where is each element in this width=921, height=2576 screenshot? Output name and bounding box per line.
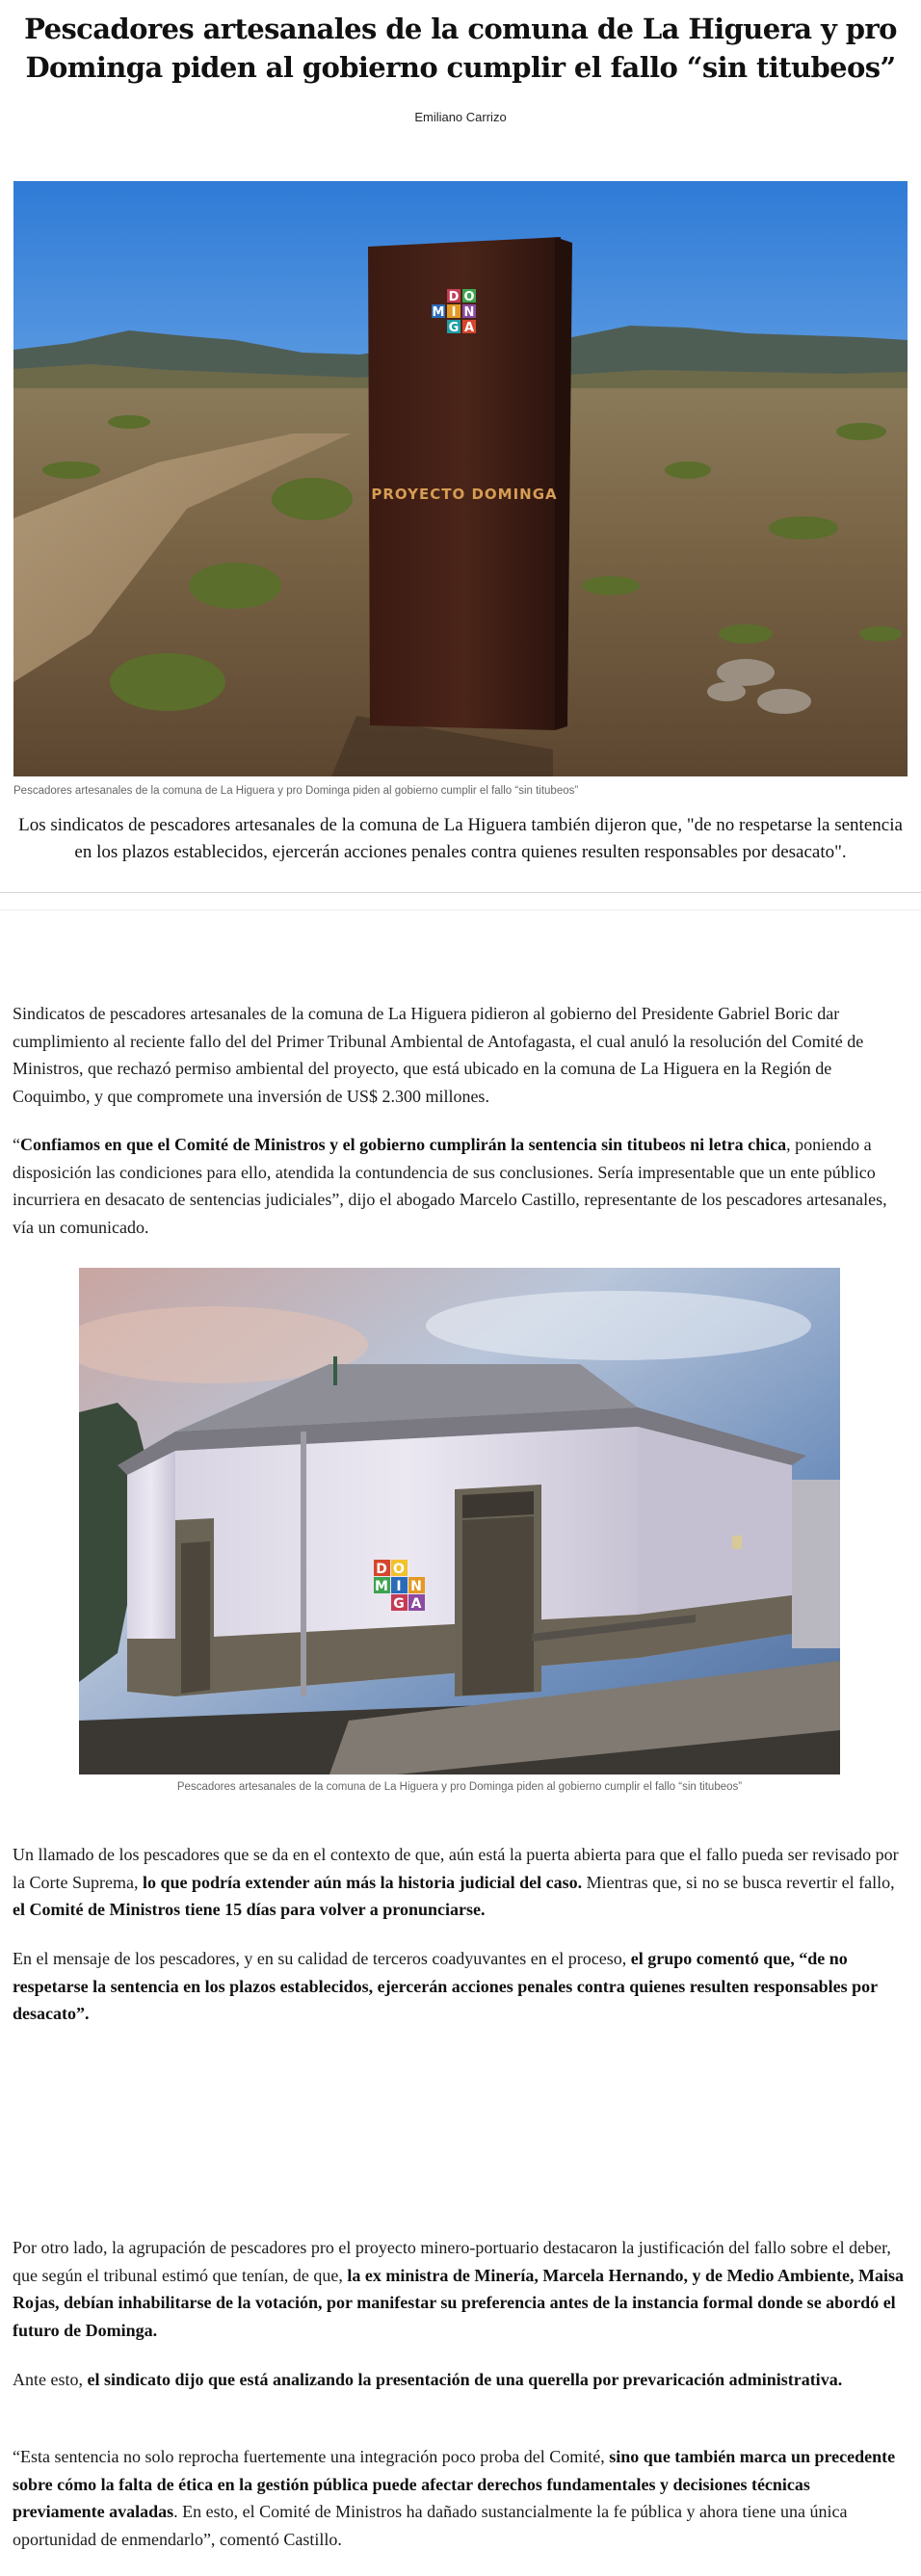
figure-letter: N	[410, 1579, 422, 1594]
para-bold: el grupo comentó que, “de no respetarse la sentencia en los plazos establecidos, ejercerán acciones penales contra quienes resulten responsables por desacato”.	[13, 1949, 878, 2024]
para-bold: el sindicato dijo que está analizando la presentación de una querella por prevaricación administrativa.	[87, 2370, 843, 2389]
para-text: “Esta sentencia no solo reprocha fuertemente una integración poco proba del Comité,	[13, 2447, 610, 2466]
hero-letter: D	[448, 290, 460, 304]
hero-letter: I	[451, 305, 457, 320]
figure-letter: D	[376, 1562, 387, 1577]
para-text: , poniendo a disposición las condiciones para ello, atendida la contundencia de sus conclusiones. Sería impresentable que un ente público incurriera en desacato de sentencias judiciales”, dijo el abogado Marcelo Castillo, representante de los pescadores artesanales, vía un comunicado.	[13, 1135, 887, 1237]
hero-letter: M	[432, 305, 445, 320]
figure-letter: O	[393, 1562, 405, 1577]
para-text: Por otro lado, la agrupación de pescadores pro el proyecto minero-portuario destacaron la justificación del fallo sobre el deber, que según el tribunal estimó que tenían, de que,	[13, 2238, 891, 2285]
hero-letter: N	[463, 305, 475, 320]
hero-image	[13, 181, 908, 776]
para-bold: la ex ministra de Minería, Marcela Hernando, y de Medio Ambiente, Maisa Rojas, debían inhabilitarse de la votación, por manifestar su preferencia antes de la instancia formal donde se abordó el futuro de Dominga.	[13, 2265, 904, 2340]
hero-caption: Pescadores artesanales de la comuna de La Higuera y pro Dominga piden al gobierno cumplir el fallo “sin titubeos”	[13, 785, 579, 797]
hero-letter: A	[463, 321, 475, 335]
body-paragraph	[13, 2234, 907, 2344]
article-lead: Los sindicatos de pescadores artesanales de la comuna de La Higuera también dijeron que, "de no respetarse la sentencia en los plazos establecidos, ejercerán acciones penales contra quienes resulten responsables por desacato".	[18, 815, 903, 862]
author-byline[interactable]: Emiliano Carrizo	[414, 110, 507, 124]
figure-letter: I	[396, 1579, 402, 1594]
body-paragraph	[13, 1945, 907, 2028]
article-image	[79, 1268, 840, 1774]
para-text: “	[13, 1135, 20, 1154]
para-bold: Confiamos en que el Comité de Ministros y el gobierno cumplirán la sentencia sin titubeos ni letra chica	[20, 1135, 787, 1154]
figure-letter: G	[393, 1596, 405, 1612]
para-bold: sino que también marca un precedente sobre cómo la falta de ética en la gestión pública puede afectar derechos fundamentales y decisiones técnicas previamente avaladas	[13, 2447, 896, 2522]
hero-letter: G	[448, 321, 460, 335]
divider	[0, 892, 921, 893]
body-paragraph	[13, 1131, 907, 1241]
para-text: Ante esto,	[13, 2370, 88, 2389]
body-paragraph: Sindicatos de pescadores artesanales de la comuna de La Higuera pidieron al gobierno del Presidente Gabriel Boric dar cumplimiento al reciente fallo del del Primer Tribunal Ambiental de Antofagasta, el cual anuló la resolución del Comité de Ministros, que rechazó permiso ambiental del proyecto, que está ubicado en la comuna de La Higuera en la Región de Coquimbo, y que compromete una inversión de US$ 2.300 millones.	[13, 1004, 864, 1106]
figure-letter: M	[375, 1579, 388, 1594]
para-text: Un llamado de los pescadores que se da en el contexto de que, aún está la puerta abierta para que el fallo pueda ser revisado por la Corte Suprema,	[13, 1845, 899, 1892]
figure-letter: A	[410, 1596, 422, 1612]
para-text: En el mensaje de los pescadores, y en su calidad de terceros coadyuvantes en el proceso,	[13, 1949, 631, 1968]
figure-caption: Pescadores artesanales de la comuna de La Higuera y pro Dominga piden al gobierno cumplir el fallo “sin titubeos”	[176, 1781, 743, 1793]
body-paragraph	[13, 1841, 907, 1924]
para-text: Mientras que, si no se busca revertir el fallo,	[582, 1872, 895, 1892]
divider	[0, 909, 921, 910]
hero-letter: O	[463, 290, 475, 304]
para-bold: lo que podría extender aún más la historia judicial del caso.	[142, 1872, 583, 1892]
article-headline: Pescadores artesanales de la comuna de La Higuera y pro Dominga piden al gobierno cumplir el fallo “sin titubeos”	[24, 13, 897, 84]
hero-sign-text: PROYECTO DOMINGA	[371, 486, 558, 503]
para-text: . En esto, el Comité de Ministros ha dañado sustancialmente la fe pública y ahora tiene una única oportunidad de enmendarlo”, comentó Castillo.	[13, 2502, 848, 2549]
body-paragraph	[13, 2443, 907, 2553]
para-bold: el Comité de Ministros tiene 15 días para volver a pronunciarse.	[13, 1900, 486, 1920]
body-paragraph	[13, 2366, 907, 2394]
